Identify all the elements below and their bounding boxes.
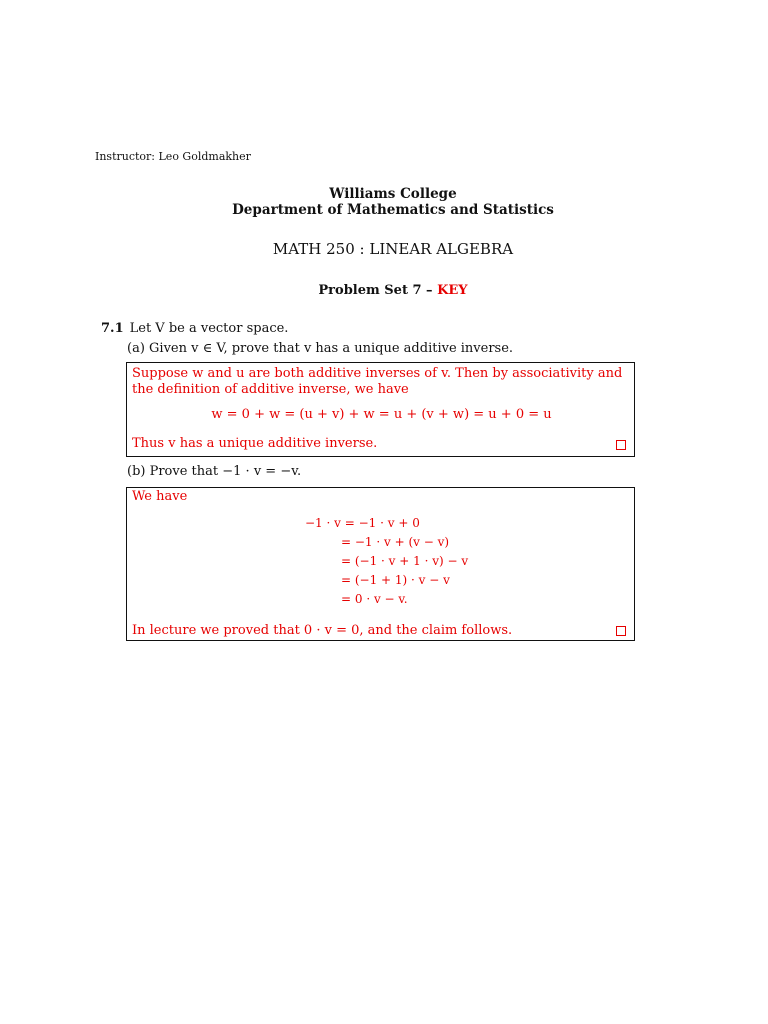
part-b-question: (b) Prove that −1 · v = −v.	[127, 464, 302, 479]
problem-set-title	[0, 283, 768, 298]
equation-line: −1 · v = −1 · v + 0	[305, 516, 420, 530]
part-a-question: (a) Given v ∈ V, prove that v has a unique additive inverse.	[127, 341, 514, 356]
part-b-equation-block	[305, 514, 468, 609]
equation-line: = −1 · v + (v − v)	[341, 535, 450, 549]
part-b-conclusion: In lecture we proved that 0 · v = 0, and the claim follows.	[132, 623, 513, 638]
part-b-solution-intro: We have	[132, 489, 188, 504]
part-b-solution-box	[126, 487, 635, 641]
college-name: Williams College	[329, 186, 457, 202]
part-a-solution-box	[126, 362, 635, 457]
department-name: Department of Mathematics and Statistics	[232, 202, 554, 218]
problem-statement	[101, 321, 288, 336]
course-title: MATH 250 : LINEAR ALGEBRA	[272, 240, 514, 258]
part-a-equation: w = 0 + w = (u + v) + w = u + (v + w) = u + 0 = u	[211, 407, 552, 422]
instructor-line: Instructor: Leo Goldmakher	[95, 150, 251, 163]
equation-line: = (−1 + 1) · v − v	[341, 573, 450, 587]
problem-text: Let V be a vector space.	[129, 321, 289, 336]
equation-line: = (−1 · v + 1 · v) − v	[341, 554, 469, 568]
qed-square-icon	[616, 440, 626, 450]
part-a-solution-intro: Suppose w and u are both additive inverses of v. Then by associativity and the definition of additive inverse, we have	[132, 366, 623, 397]
problem-number: 7.1	[101, 321, 124, 336]
qed-square-icon	[616, 626, 626, 636]
part-a-conclusion: Thus v has a unique additive inverse.	[132, 436, 378, 451]
equation-line: = 0 · v − v.	[341, 592, 408, 606]
problem-set-label: Problem Set 7 –	[318, 283, 438, 298]
key-label: KEY	[437, 283, 468, 298]
college-header	[0, 186, 768, 218]
